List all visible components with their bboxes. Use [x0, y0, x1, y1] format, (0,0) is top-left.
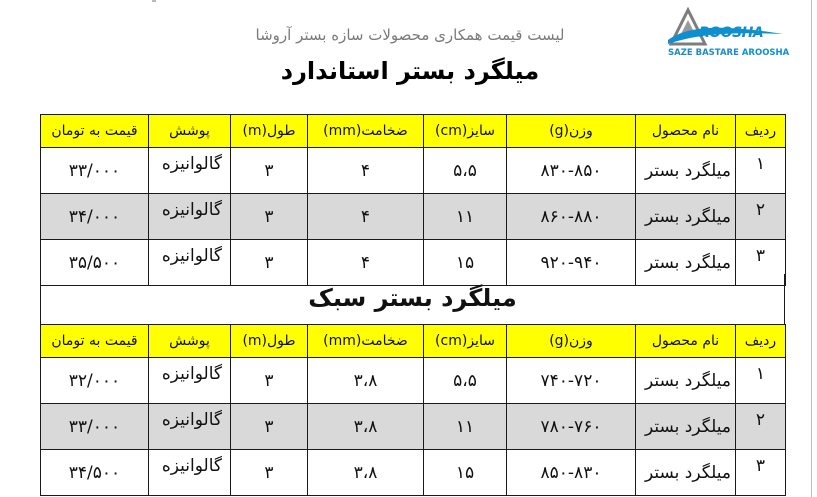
row-number-cell: ۲: [736, 194, 786, 240]
col-size-header: سایز(cm): [424, 115, 507, 148]
light-table-header: [41, 325, 786, 358]
size-cell: ۵،۵: [424, 358, 507, 404]
coating-cell: گالوانیزه: [149, 358, 231, 404]
col-weight-header: وزن(g): [507, 325, 636, 358]
length-cell: ۳: [231, 450, 308, 496]
col-coating-header: پوشش: [149, 325, 231, 358]
col-price-header: قیمت به تومان: [41, 325, 149, 358]
page-edge-line: [811, 0, 812, 497]
col-price-header: قیمت به تومان: [41, 115, 149, 148]
row-number-cell: ۱: [736, 358, 786, 404]
name-cell: میلگرد بستر: [636, 358, 736, 404]
length-cell: ۳: [231, 404, 308, 450]
logo-tagline-part1: SAZE BASTARE: [668, 48, 742, 58]
coating-cell: گالوانیزه: [149, 240, 231, 286]
table-row: [41, 358, 786, 404]
col-weight-header: وزن(g): [507, 115, 636, 148]
size-cell: ۱۵: [424, 450, 507, 496]
col-thickness-header: ضخامت(mm): [308, 115, 424, 148]
col-row-header: ردیف: [736, 115, 786, 148]
price-cell: ۳۴/۵۰۰: [41, 450, 149, 496]
coating-cell: گالوانیزه: [149, 450, 231, 496]
light-price-table: [40, 324, 786, 496]
page-mark: [152, 0, 156, 2]
thickness-cell: ۴: [308, 148, 424, 194]
size-cell: ۱۱: [424, 404, 507, 450]
name-cell: میلگرد بستر: [636, 450, 736, 496]
price-cell: ۳۵/۵۰۰: [41, 240, 149, 286]
price-list-subtitle: لیست قیمت همکاری محصولات سازه بستر آروشا: [255, 26, 565, 44]
weight-cell: ۸۵۰-۸۳۰: [507, 450, 636, 496]
length-cell: ۳: [231, 148, 308, 194]
thickness-cell: ۳،۸: [308, 404, 424, 450]
thickness-cell: ۳،۸: [308, 358, 424, 404]
weight-cell: ۷۴۰-۷۲۰: [507, 358, 636, 404]
aroosha-logo: [668, 6, 788, 62]
row-number-cell: ۳: [736, 450, 786, 496]
length-cell: ۳: [231, 194, 308, 240]
light-section-title: میلگرد بستر سبک: [308, 284, 517, 312]
table-row: [41, 148, 786, 194]
length-cell: ۳: [231, 240, 308, 286]
col-size-header: سایز(cm): [424, 325, 507, 358]
col-coating-header: پوشش: [149, 115, 231, 148]
name-cell: میلگرد بستر: [636, 404, 736, 450]
price-cell: ۳۴/۰۰۰: [41, 194, 149, 240]
row-number-cell: ۱: [736, 148, 786, 194]
name-cell: میلگرد بستر: [636, 240, 736, 286]
light-section-band: [40, 274, 785, 324]
logo-tagline-part2: AROOSHA: [741, 48, 790, 58]
col-thickness-header: ضخامت(mm): [308, 325, 424, 358]
table-row: [41, 450, 786, 496]
size-cell: ۵،۵: [424, 148, 507, 194]
logo-wordmark: ROOSHA: [699, 25, 764, 41]
thickness-cell: ۴: [308, 240, 424, 286]
price-cell: ۳۲/۰۰۰: [41, 358, 149, 404]
coating-cell: گالوانیزه: [149, 404, 231, 450]
standard-section-title: میلگرد بستر استاندارد: [280, 57, 540, 85]
coating-cell: گالوانیزه: [149, 148, 231, 194]
logo-tagline: [668, 48, 788, 58]
weight-cell: ۹۲۰-۹۴۰: [507, 240, 636, 286]
col-length-header: طول(m): [231, 115, 308, 148]
row-number-cell: ۲: [736, 404, 786, 450]
weight-cell: ۸۳۰-۸۵۰: [507, 148, 636, 194]
table-row: [41, 194, 786, 240]
size-cell: ۱۱: [424, 194, 507, 240]
size-cell: ۱۵: [424, 240, 507, 286]
weight-cell: ۷۸۰-۷۶۰: [507, 404, 636, 450]
col-name-header: نام محصول: [636, 325, 736, 358]
price-cell: ۳۳/۰۰۰: [41, 148, 149, 194]
name-cell: میلگرد بستر: [636, 148, 736, 194]
weight-cell: ۸۶۰-۸۸۰: [507, 194, 636, 240]
price-cell: ۳۳/۰۰۰: [41, 404, 149, 450]
length-cell: ۳: [231, 358, 308, 404]
row-number-cell: ۳: [736, 240, 786, 286]
thickness-cell: ۳،۸: [308, 450, 424, 496]
standard-price-table: [40, 114, 786, 286]
name-cell: میلگرد بستر: [636, 194, 736, 240]
col-row-header: ردیف: [736, 325, 786, 358]
col-length-header: طول(m): [231, 325, 308, 358]
standard-table-header: [41, 115, 786, 148]
col-name-header: نام محصول: [636, 115, 736, 148]
coating-cell: گالوانیزه: [149, 194, 231, 240]
thickness-cell: ۴: [308, 194, 424, 240]
table-row: [41, 404, 786, 450]
